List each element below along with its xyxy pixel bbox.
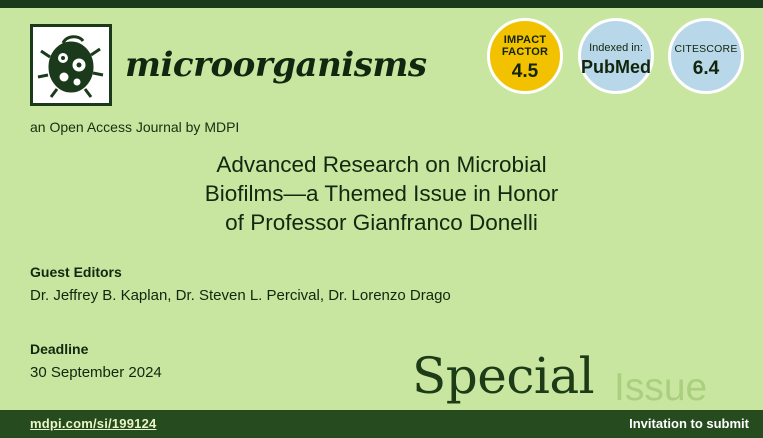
footer-bar <box>0 410 763 438</box>
deadline-date: 30 September 2024 <box>30 364 162 381</box>
top-accent-strip <box>0 0 763 8</box>
guest-editors-label: Guest Editors <box>30 264 122 280</box>
invitation-to-submit: Invitation to submit <box>629 416 749 431</box>
journal-logo <box>30 24 112 106</box>
issue-title-line3: of Professor Gianfranco Donelli <box>225 210 538 235</box>
watermark-special: Special <box>412 347 595 405</box>
special-issue-link[interactable]: mdpi.com/si/199124 <box>30 416 157 431</box>
journal-subtitle: an Open Access Journal by MDPI <box>30 119 240 135</box>
pubmed-value: PubMed <box>581 57 651 77</box>
deadline-label: Deadline <box>30 341 89 357</box>
journal-title: microorganisms <box>125 45 427 85</box>
impact-factor-line2: FACTOR <box>501 46 549 58</box>
impact-factor-badge <box>487 18 563 94</box>
pubmed-label: Indexed in: <box>589 42 643 54</box>
microbe-logo-icon <box>33 27 109 103</box>
impact-factor-value: 4.5 <box>511 61 539 82</box>
guest-editors-names: Dr. Jeffrey B. Kaplan, Dr. Steven L. Percival, Dr. Lorenzo Drago <box>30 287 451 304</box>
citescore-value: 6.4 <box>692 58 720 79</box>
issue-title-line2: Biofilms—a Themed Issue in Honor <box>204 181 559 206</box>
impact-factor-line1: IMPACT <box>503 34 547 46</box>
issue-title-line1: Advanced Research on Microbial <box>216 152 547 177</box>
citescore-badge <box>668 18 744 94</box>
pubmed-badge <box>578 18 654 94</box>
issue-title <box>0 150 763 237</box>
watermark-issue: Issue <box>614 366 708 409</box>
citescore-label: CITESCORE <box>674 43 738 55</box>
